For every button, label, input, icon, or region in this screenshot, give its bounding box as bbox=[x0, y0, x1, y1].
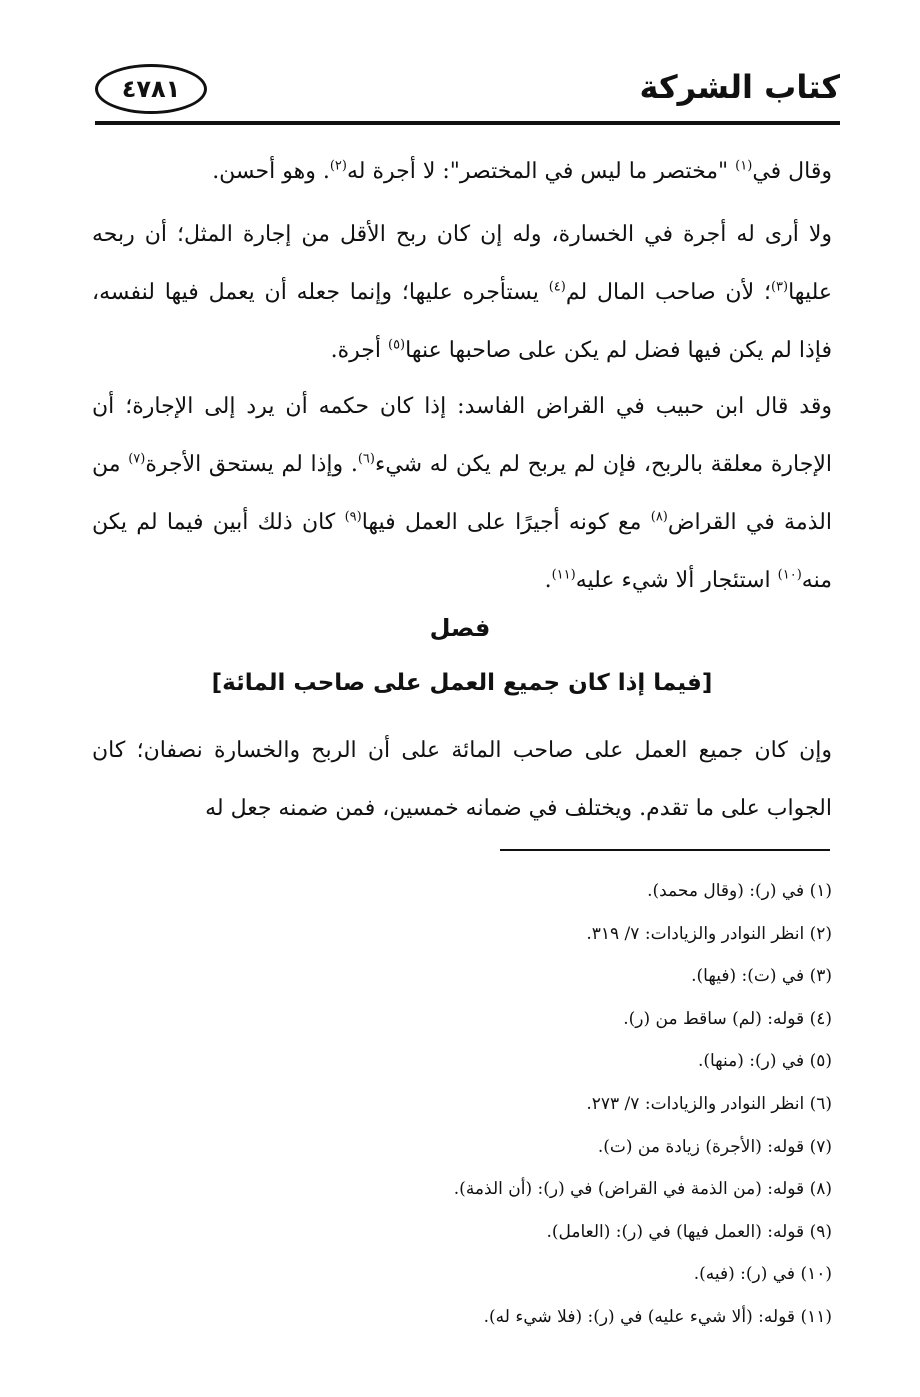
footnote-item: (١) في (ر): (وقال محمد). bbox=[647, 881, 832, 901]
footnote-item: (١٠) في (ر): (فيه). bbox=[693, 1264, 832, 1285]
footnote-ref-9: (٩) bbox=[344, 509, 362, 525]
paragraph-text: أجرة. bbox=[330, 338, 388, 363]
footnote-ref-8: (٨) bbox=[650, 509, 668, 525]
footnote-ref-7: (٧) bbox=[128, 451, 146, 467]
footnote-item: (٤) قوله: (لم) ساقط من (ر). bbox=[623, 1008, 832, 1029]
paragraph-text: استئجار ألا شيء عليه bbox=[575, 568, 778, 593]
paragraph-3 bbox=[92, 378, 832, 610]
paragraph-text: مع كونه أجيرًا على العمل فيها bbox=[361, 510, 651, 535]
footnote-ref-11: (١١) bbox=[551, 567, 576, 583]
footnote-ref-1: (١) bbox=[735, 158, 753, 174]
paragraph-text: وقد قال ابن حبيب في القراض الفاسد: إذا كان حكمه أن يرد إلى الإجارة؛ أن الإجارة معلقة بالربح، فإن لم يربح لم يكن له شيء bbox=[92, 394, 832, 477]
page-number: ٤٧٨١ bbox=[95, 64, 207, 114]
footnotes-list bbox=[92, 870, 832, 1339]
footnote-item: (١١) قوله: (ألا شيء عليه) في (ر): (فلا شيء له). bbox=[483, 1306, 832, 1327]
paragraph-text: . وهو أحسن. bbox=[212, 159, 330, 184]
footnote-item: (٦) انظر النوادر والزيادات: ٧/ ٢٧٣. bbox=[586, 1093, 832, 1114]
paragraph-text: من الذمة في القراض bbox=[92, 452, 833, 535]
paragraph-text: يستأجره عليها؛ وإنما جعله أن يعمل فيها لنفسه، فإذا لم يكن فيها فضل لم يكن على صاحبها عنها bbox=[92, 280, 832, 363]
header-divider bbox=[95, 121, 840, 125]
footnote-item: (٨) قوله: (من الذمة في القراض) في (ر): (أن الذمة). bbox=[453, 1179, 832, 1200]
paragraph-text: . وإذا لم يستحق الأجرة bbox=[145, 452, 358, 477]
paragraph-text: "مختصر ما ليس في المختصر": لا أجرة له bbox=[346, 159, 736, 184]
paragraph-2 bbox=[92, 206, 832, 380]
paragraph-text: كان ذلك أبين فيما لم يكن منه bbox=[92, 510, 832, 593]
footnote-item: (٣) في (ت): (فيها). bbox=[691, 966, 832, 987]
section-subheading: [فيما إذا كان جميع العمل على صاحب المائة] bbox=[211, 670, 713, 696]
paragraph-4: وإن كان جميع العمل على صاحب المائة على أن الربح والخسارة نصفان؛ كان الجواب على ما تقدم. ويختلف في ضمانه خمسين، فمن ضمنه جعل له bbox=[92, 738, 832, 821]
footnote-ref-5: (٥) bbox=[387, 337, 406, 353]
section-heading: فصل bbox=[429, 614, 491, 642]
paragraph-text: ولا أرى له أجرة في الخسارة، وله إن كان ربح الأقل من إجارة المثل؛ أن ربحه عليها bbox=[92, 222, 832, 305]
footnote-ref-2: (٢) bbox=[329, 158, 347, 174]
footnote-item: (٩) قوله: (العمل فيها) في (ر): (العامل). bbox=[546, 1221, 832, 1242]
footnote-item: (٧) قوله: (الأجرة) زيادة من (ت). bbox=[597, 1136, 832, 1157]
footnote-item: (٢) انظر النوادر والزيادات: ٧/ ٣١٩. bbox=[586, 923, 832, 944]
footnote-ref-10: (١٠) bbox=[777, 567, 802, 583]
paragraph-text: ؛ لأن صاحب المال لم bbox=[565, 280, 771, 305]
book-title: كتاب الشركة bbox=[639, 68, 840, 106]
footnote-ref-6: (٦) bbox=[357, 451, 375, 467]
footnote-item: (٥) في (ر): (منها). bbox=[697, 1051, 832, 1072]
footnote-divider bbox=[500, 849, 830, 851]
paragraph-text: . bbox=[544, 568, 552, 593]
page-header bbox=[95, 58, 840, 128]
paragraph-text: وقال في bbox=[752, 159, 832, 184]
footnote-ref-4: (٤) bbox=[548, 279, 566, 295]
paragraph-1 bbox=[92, 143, 832, 201]
footnote-ref-3: (٣) bbox=[770, 279, 789, 295]
